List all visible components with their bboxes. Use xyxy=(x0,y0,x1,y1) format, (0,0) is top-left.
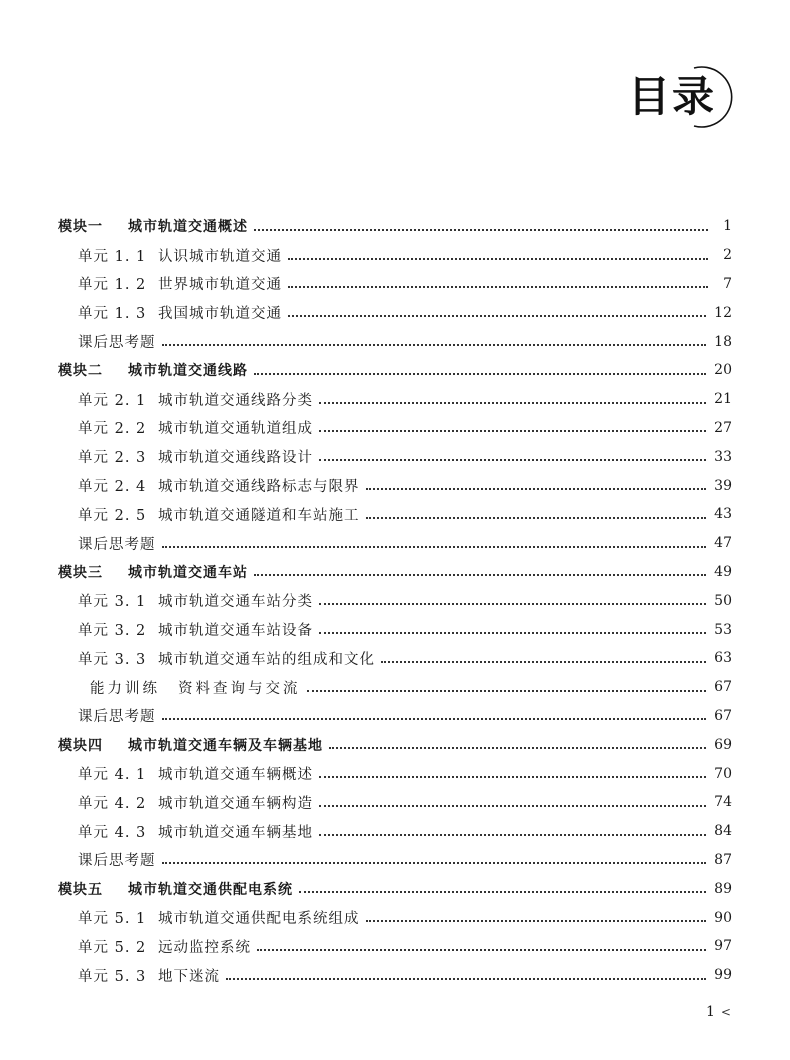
toc-entry-title: 课后思考题 xyxy=(78,709,156,726)
toc-entry-title: 城市轨道交通线路设计 xyxy=(158,450,313,467)
toc-entry-page: 67 xyxy=(714,707,732,724)
dot-leader xyxy=(381,660,706,663)
toc-entry-title: 我国城市轨道交通 xyxy=(158,306,282,323)
toc-entry-page: 90 xyxy=(714,909,732,926)
toc-entry-title: 课后思考题 xyxy=(78,335,156,352)
toc-entry-unit[interactable] xyxy=(58,644,732,673)
dot-leader xyxy=(254,228,708,231)
toc-entry-page: 70 xyxy=(714,765,732,782)
toc-entry-title: 课后思考题 xyxy=(78,536,156,553)
dot-leader xyxy=(366,487,707,490)
toc-entry-unit[interactable] xyxy=(58,615,732,644)
toc-entry-number: 单元 4. 3 xyxy=(78,824,147,841)
toc-entry-page: 49 xyxy=(714,563,732,580)
toc-entry-unit[interactable] xyxy=(58,241,732,270)
toc-entry-page: 50 xyxy=(714,592,732,609)
toc-entry-unit[interactable] xyxy=(58,414,732,443)
toc-entry-number: 单元 3. 1 xyxy=(78,594,147,611)
toc-entry-title: 课后思考题 xyxy=(78,853,156,870)
toc-entry-number: 单元 1. 3 xyxy=(78,306,147,323)
dot-leader xyxy=(319,804,706,807)
toc-entry-unit[interactable] xyxy=(58,298,732,327)
toc-entry-title: 城市轨道交通车站分类 xyxy=(158,594,313,611)
toc-entry-number: 单元 1. 1 xyxy=(78,248,147,265)
toc-entry-number: 模块一 xyxy=(58,219,103,236)
toc-entry-page: 12 xyxy=(714,304,732,321)
toc-entry-module[interactable] xyxy=(58,558,732,587)
chevron-left-icon: < xyxy=(720,1005,731,1019)
toc-entry-unit[interactable] xyxy=(58,586,732,615)
page-header xyxy=(624,64,736,130)
toc-entry-page: 20 xyxy=(714,362,732,379)
toc-entry-number: 模块三 xyxy=(58,564,103,581)
dot-leader xyxy=(162,343,707,346)
toc-entry-page: 33 xyxy=(714,448,732,465)
toc-entry-unit[interactable] xyxy=(58,442,732,471)
toc-entry-number: 单元 3. 2 xyxy=(78,623,147,640)
toc-entry-title: 远动监控系统 xyxy=(158,939,251,956)
toc-entry-number: 单元 5. 2 xyxy=(78,939,147,956)
toc-entry-page: 63 xyxy=(714,650,732,667)
toc-entry-page: 53 xyxy=(714,621,732,638)
toc-entry-unit[interactable] xyxy=(58,961,732,990)
toc-entry-number: 单元 5. 3 xyxy=(78,968,147,985)
toc-entry-unit[interactable] xyxy=(58,817,732,846)
toc-entry-number: 单元 1. 2 xyxy=(78,277,147,294)
toc-entry-page: 84 xyxy=(714,823,732,840)
dot-leader xyxy=(288,285,708,288)
dot-leader xyxy=(257,948,706,951)
toc-entry-title: 认识城市轨道交通 xyxy=(158,248,282,265)
toc-entry-number: 模块二 xyxy=(58,363,103,380)
dot-leader xyxy=(319,458,706,461)
dot-leader xyxy=(162,717,707,720)
page-title: 目录 xyxy=(628,72,717,121)
dot-leader xyxy=(254,573,706,576)
toc-entry-page: 43 xyxy=(714,506,732,523)
toc-entry-title: 城市轨道交通隧道和车站施工 xyxy=(158,507,360,524)
toc-entry-title: 城市轨道交通概述 xyxy=(128,219,248,236)
toc-entry-page: 47 xyxy=(714,535,732,552)
dot-leader xyxy=(319,775,706,778)
toc-entry-page: 39 xyxy=(714,477,732,494)
toc-entry-unit[interactable] xyxy=(58,788,732,817)
toc-entry-page: 99 xyxy=(714,967,732,984)
page-footer xyxy=(706,1004,731,1020)
toc-entry-page: 74 xyxy=(714,794,732,811)
toc-entry-number: 单元 2. 4 xyxy=(78,479,147,496)
dot-leader xyxy=(162,545,707,548)
dot-leader xyxy=(329,746,706,749)
toc-entry-title: 世界城市轨道交通 xyxy=(158,277,282,294)
dot-leader xyxy=(162,861,707,864)
toc-entry-page: 69 xyxy=(714,736,732,753)
toc-entry-title: 城市轨道交通车辆基地 xyxy=(158,824,313,841)
page-number: 1 xyxy=(706,1004,715,1020)
toc-entry-number: 单元 4. 1 xyxy=(78,767,147,784)
table-of-contents xyxy=(58,212,732,990)
toc-entry-unit[interactable] xyxy=(58,759,732,788)
dot-leader xyxy=(288,314,706,317)
toc-entry-number: 单元 2. 1 xyxy=(78,392,147,409)
dot-leader xyxy=(319,429,706,432)
dot-leader xyxy=(307,689,707,692)
toc-entry-title: 资料查询与交流 xyxy=(178,680,301,697)
dot-leader xyxy=(319,602,706,605)
toc-entry-number: 单元 3. 3 xyxy=(78,651,147,668)
toc-entry-title: 城市轨道交通线路 xyxy=(128,363,248,380)
toc-entry-title: 城市轨道交通供配电系统 xyxy=(128,881,293,898)
toc-entry-unit[interactable] xyxy=(58,903,732,932)
toc-entry-page: 18 xyxy=(714,333,732,350)
toc-entry-review[interactable] xyxy=(58,846,732,875)
toc-entry-module[interactable] xyxy=(58,730,732,759)
toc-entry-unit[interactable] xyxy=(58,932,732,961)
dot-leader xyxy=(319,401,706,404)
toc-entry-title: 城市轨道交通线路标志与限界 xyxy=(158,479,360,496)
toc-entry-number: 单元 4. 2 xyxy=(78,795,147,812)
toc-entry-title: 城市轨道交通车辆及车辆基地 xyxy=(128,737,323,754)
toc-entry-title: 城市轨道交通车站设备 xyxy=(158,623,313,640)
toc-entry-number: 模块五 xyxy=(58,881,103,898)
toc-entry-title: 地下迷流 xyxy=(158,968,220,985)
toc-entry-page: 27 xyxy=(714,419,732,436)
dot-leader xyxy=(288,257,708,260)
toc-entry-title: 城市轨道交通车站 xyxy=(128,564,248,581)
toc-entry-page: 7 xyxy=(723,275,732,292)
toc-entry-training[interactable] xyxy=(58,673,732,702)
dot-leader xyxy=(319,631,706,634)
toc-entry-module[interactable] xyxy=(58,356,732,385)
toc-entry-review[interactable] xyxy=(58,327,732,356)
dot-leader xyxy=(366,919,707,922)
toc-entry-page: 21 xyxy=(714,391,732,408)
toc-entry-page: 89 xyxy=(714,880,732,897)
toc-entry-unit[interactable] xyxy=(58,385,732,414)
toc-entry-title: 城市轨道交通供配电系统组成 xyxy=(158,911,360,928)
toc-entry-number: 模块四 xyxy=(58,737,103,754)
toc-entry-number: 单元 5. 1 xyxy=(78,911,147,928)
toc-entry-title: 城市轨道交通车站的组成和文化 xyxy=(158,651,375,668)
toc-entry-title: 城市轨道交通车辆构造 xyxy=(158,795,313,812)
toc-entry-page: 2 xyxy=(723,247,732,264)
toc-entry-review[interactable] xyxy=(58,702,732,731)
toc-entry-number: 单元 2. 5 xyxy=(78,507,147,524)
toc-entry-number: 能力训练 xyxy=(90,680,160,697)
toc-entry-module[interactable] xyxy=(58,212,732,241)
title-arc-decoration xyxy=(676,64,738,130)
toc-entry-number: 单元 2. 2 xyxy=(78,421,147,438)
toc-entry-unit[interactable] xyxy=(58,270,732,299)
dot-leader xyxy=(299,890,706,893)
toc-entry-page: 97 xyxy=(714,938,732,955)
toc-entry-page: 67 xyxy=(714,679,732,696)
dot-leader xyxy=(366,516,707,519)
dot-leader xyxy=(319,833,706,836)
dot-leader xyxy=(254,372,706,375)
toc-entry-title: 城市轨道交通线路分类 xyxy=(158,392,313,409)
toc-entry-title: 城市轨道交通轨道组成 xyxy=(158,421,313,438)
toc-entry-page: 87 xyxy=(714,851,732,868)
dot-leader xyxy=(226,977,706,980)
toc-entry-title: 城市轨道交通车辆概述 xyxy=(158,767,313,784)
toc-entry-number: 单元 2. 3 xyxy=(78,450,147,467)
toc-entry-unit[interactable] xyxy=(58,471,732,500)
toc-entry-module[interactable] xyxy=(58,874,732,903)
toc-entry-page: 1 xyxy=(723,218,732,235)
toc-entry-unit[interactable] xyxy=(58,500,732,529)
toc-entry-review[interactable] xyxy=(58,529,732,558)
